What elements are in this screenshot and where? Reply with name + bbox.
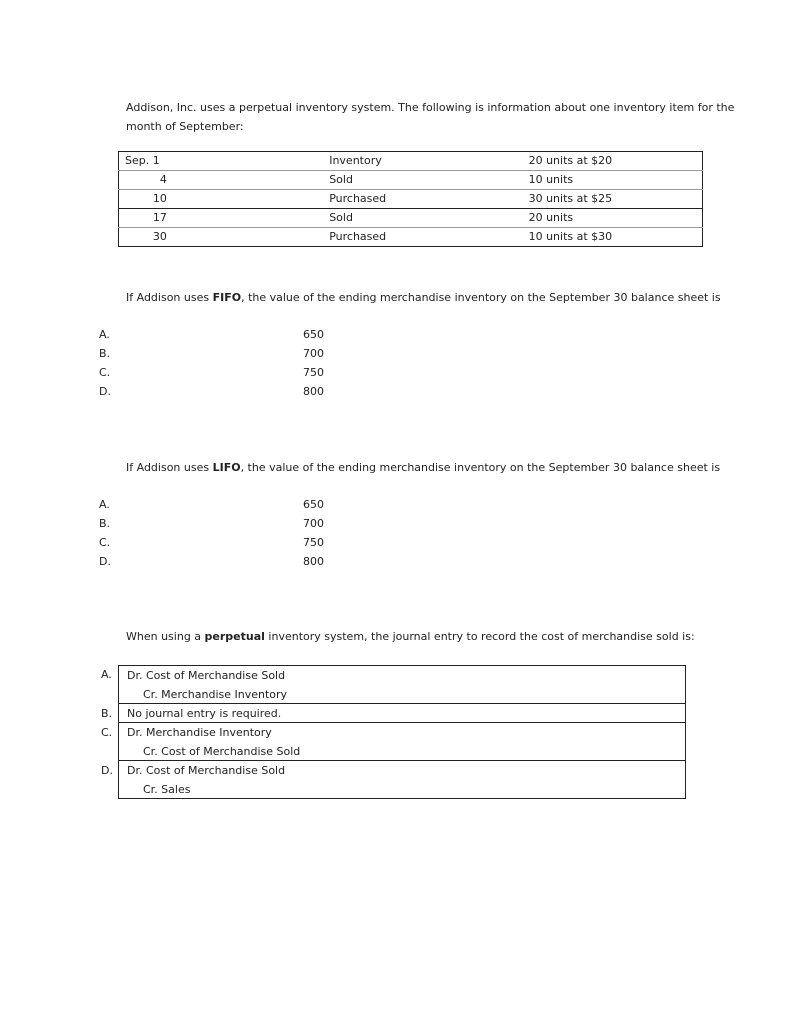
option-value[interactable]: 700 <box>303 517 324 530</box>
table-row <box>119 209 703 228</box>
intro-text: Addison, Inc. uses a perpetual inventory system. The following is information about one inventory item for the month of September: <box>126 101 735 133</box>
question-suffix: , the value of the ending merchandise inventory on the September 30 balance sheet is <box>240 461 721 474</box>
table-row <box>119 171 703 190</box>
table-row <box>119 152 703 171</box>
question-keyword: perpetual <box>204 630 265 643</box>
row-quantity: 20 units at $20 <box>528 154 613 167</box>
row-quantity: 10 units <box>528 173 574 186</box>
row-activity: Inventory <box>329 154 382 167</box>
option-letter[interactable]: B. <box>101 707 113 720</box>
row-date: Sep. 1 <box>125 154 160 167</box>
journal-option-d[interactable] <box>118 760 686 799</box>
option-letter[interactable]: D. <box>101 764 113 777</box>
table-row <box>119 190 703 209</box>
option-value[interactable]: 800 <box>303 555 324 568</box>
option-letter[interactable]: B. <box>99 347 111 360</box>
question-lifo <box>126 461 720 474</box>
row-activity: Sold <box>329 211 353 224</box>
row-date: 4 <box>159 173 167 186</box>
journal-credit: Cr. Merchandise Inventory <box>143 688 288 701</box>
question-fifo <box>126 291 721 304</box>
row-activity: Purchased <box>329 192 387 205</box>
table-row <box>119 228 703 247</box>
row-quantity: 30 units at $25 <box>528 192 613 205</box>
journal-debit: Dr. Cost of Merchandise Sold <box>127 764 286 777</box>
option-letter[interactable]: C. <box>101 726 113 739</box>
question-journal <box>126 630 695 643</box>
option-value[interactable]: 700 <box>303 347 324 360</box>
question-method: LIFO <box>212 461 241 474</box>
row-activity: Purchased <box>329 230 387 243</box>
row-date: 17 <box>152 211 167 224</box>
option-letter[interactable]: A. <box>99 498 110 511</box>
question-suffix: inventory system, the journal entry to record the cost of merchandise sold is: <box>264 630 695 643</box>
question-prefix: If Addison uses <box>126 461 213 474</box>
journal-option-a[interactable] <box>118 665 686 704</box>
question-suffix: , the value of the ending merchandise inventory on the September 30 balance sheet is <box>241 291 721 304</box>
question-prefix: If Addison uses <box>126 291 213 304</box>
journal-text: No journal entry is required. <box>127 707 282 720</box>
inventory-table <box>118 151 703 247</box>
journal-credit: Cr. Cost of Merchandise Sold <box>143 745 301 758</box>
journal-debit: Dr. Cost of Merchandise Sold <box>127 669 286 682</box>
journal-credit: Cr. Sales <box>143 783 191 796</box>
option-letter[interactable]: D. <box>99 555 111 568</box>
option-letter[interactable]: C. <box>99 536 111 549</box>
option-letter[interactable]: B. <box>99 517 111 530</box>
option-letter[interactable]: D. <box>99 385 111 398</box>
question-method: FIFO <box>212 291 242 304</box>
journal-option-b[interactable] <box>118 703 686 723</box>
option-value[interactable]: 650 <box>303 328 324 341</box>
row-quantity: 20 units <box>528 211 574 224</box>
option-letter[interactable]: A. <box>99 328 110 341</box>
journal-debit: Dr. Merchandise Inventory <box>127 726 272 739</box>
option-value[interactable]: 750 <box>303 366 324 379</box>
journal-option-c[interactable] <box>118 722 686 761</box>
option-value[interactable]: 800 <box>303 385 324 398</box>
option-letter[interactable]: A. <box>101 668 112 681</box>
option-value[interactable]: 650 <box>303 498 324 511</box>
row-activity: Sold <box>329 173 353 186</box>
option-letter[interactable]: C. <box>99 366 111 379</box>
question-prefix: When using a <box>126 630 205 643</box>
row-date: 30 <box>152 230 167 243</box>
row-quantity: 10 units at $30 <box>528 230 613 243</box>
row-date: 10 <box>152 192 167 205</box>
option-value[interactable]: 750 <box>303 536 324 549</box>
